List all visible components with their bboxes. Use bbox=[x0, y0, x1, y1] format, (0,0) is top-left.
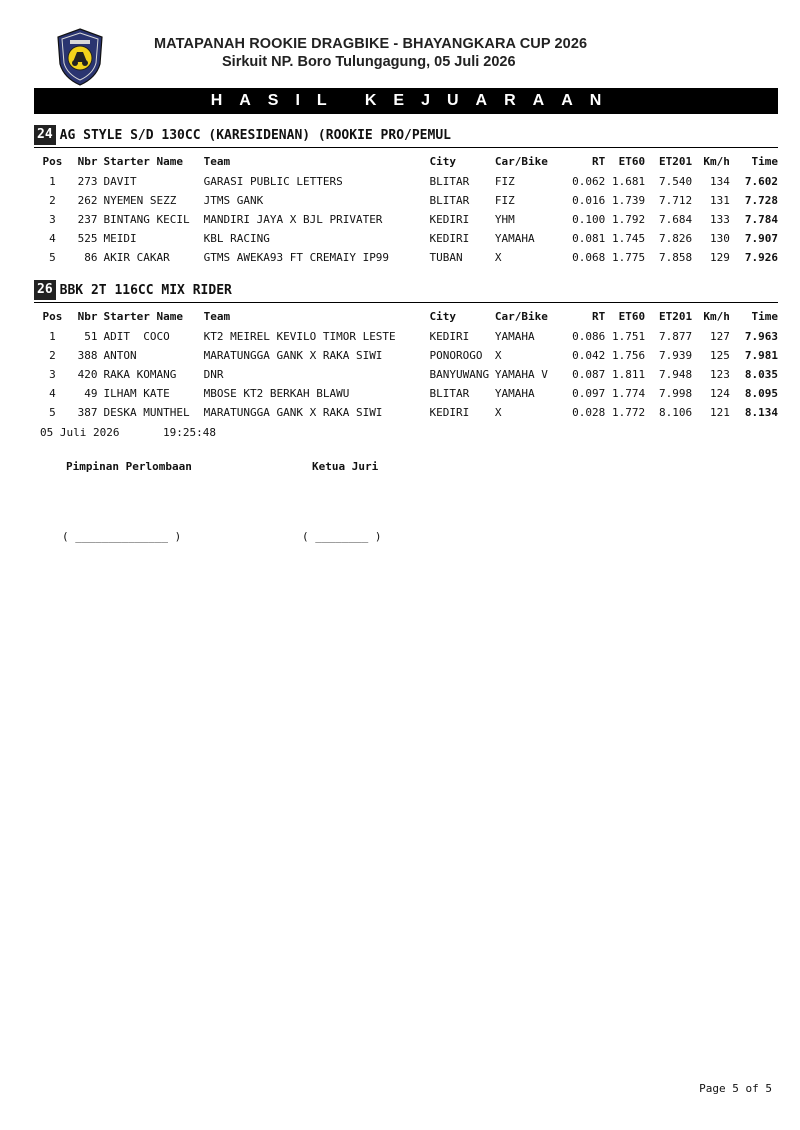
cell-nbr: 273 bbox=[77, 175, 98, 188]
cell-team: MANDIRI JAYA X BJL PRIVATER bbox=[203, 213, 383, 226]
cell-city: KEDIRI bbox=[429, 213, 470, 226]
cell-et201: 8.106 bbox=[658, 406, 693, 419]
class-number: 24 bbox=[34, 125, 56, 145]
cell-et60: 1.739 bbox=[611, 194, 646, 207]
cell-nbr: 387 bbox=[77, 406, 98, 419]
table-header-row bbox=[34, 151, 778, 172]
cell-et60: 1.745 bbox=[611, 232, 646, 245]
cell-bike: X bbox=[494, 251, 502, 264]
event-title: MATAPANAH ROOKIE DRAGBIKE - BHAYANGKARA CUP 2026 bbox=[154, 36, 588, 52]
signature-label-race-director: Pimpinan Perlombaan bbox=[66, 460, 192, 473]
cell-city: TUBAN bbox=[429, 251, 463, 264]
col-name: Starter Name bbox=[103, 155, 183, 168]
cell-rt: 0.086 bbox=[572, 330, 606, 343]
cell-city: BLITAR bbox=[429, 175, 470, 188]
cell-time: 7.907 bbox=[744, 232, 778, 245]
cell-time: 7.963 bbox=[744, 330, 778, 343]
col-name: Starter Name bbox=[103, 310, 183, 323]
cell-city: KEDIRI bbox=[429, 330, 470, 343]
signature-line-race-director: ( ______________ ) bbox=[62, 530, 182, 543]
col-et201: ET201 bbox=[658, 155, 693, 168]
cell-city: BLITAR bbox=[429, 194, 470, 207]
cell-rt: 0.081 bbox=[572, 232, 606, 245]
cell-team: JTMS GANK bbox=[203, 194, 264, 207]
cell-time: 8.035 bbox=[744, 368, 778, 381]
cell-time: 7.784 bbox=[744, 213, 778, 226]
cell-et201: 7.684 bbox=[658, 213, 693, 226]
cell-rt: 0.068 bbox=[572, 251, 606, 264]
col-pos: Pos bbox=[42, 310, 63, 323]
cell-pos: 5 bbox=[49, 406, 56, 419]
cell-team: KT2 MEIREL KEVILO TIMOR LESTE bbox=[203, 330, 396, 343]
cell-team: DNR bbox=[203, 368, 224, 381]
class-heading bbox=[34, 125, 451, 145]
print-time: 19:25:48 bbox=[163, 426, 216, 439]
col-bike: Car/Bike bbox=[494, 310, 548, 323]
cell-time: 7.728 bbox=[744, 194, 778, 207]
cell-et60: 1.792 bbox=[611, 213, 646, 226]
cell-city: KEDIRI bbox=[429, 406, 470, 419]
cell-time: 8.134 bbox=[744, 406, 778, 419]
cell-team: MBOSE KT2 BERKAH BLAWU bbox=[203, 387, 350, 400]
cell-pos: 3 bbox=[49, 368, 56, 381]
cell-pos: 3 bbox=[49, 213, 56, 226]
cell-name: BINTANG KECIL bbox=[103, 213, 190, 226]
cell-et201: 7.858 bbox=[658, 251, 693, 264]
cell-time: 7.602 bbox=[744, 175, 778, 188]
cell-bike: YAMAHA V bbox=[494, 368, 548, 381]
col-et201: ET201 bbox=[658, 310, 693, 323]
cell-city: KEDIRI bbox=[429, 232, 470, 245]
cell-nbr: 525 bbox=[77, 232, 98, 245]
cell-et201: 7.948 bbox=[658, 368, 693, 381]
cell-kmh: 134 bbox=[710, 175, 730, 188]
print-date: 05 Juli 2026 bbox=[40, 426, 120, 439]
cell-city: PONOROGO bbox=[429, 349, 483, 362]
cell-et60: 1.772 bbox=[611, 406, 646, 419]
table-row bbox=[34, 210, 778, 229]
results-table bbox=[34, 151, 778, 267]
page-number: Page 5 of 5 bbox=[699, 1082, 772, 1095]
cell-name: MEIDI bbox=[103, 232, 137, 245]
cell-kmh: 130 bbox=[710, 232, 730, 245]
table-row bbox=[34, 229, 778, 248]
cell-pos: 1 bbox=[49, 330, 56, 343]
cell-nbr: 420 bbox=[77, 368, 98, 381]
cell-team: GARASI PUBLIC LETTERS bbox=[203, 175, 343, 188]
cell-bike: YAMAHA bbox=[494, 330, 535, 343]
table-row bbox=[34, 248, 778, 267]
cell-et201: 7.540 bbox=[658, 175, 693, 188]
cell-nbr: 388 bbox=[77, 349, 98, 362]
cell-et201: 7.998 bbox=[658, 387, 693, 400]
table-row bbox=[34, 327, 778, 346]
col-kmh: Km/h bbox=[703, 310, 730, 323]
table-row bbox=[34, 191, 778, 210]
col-time: Time bbox=[751, 155, 778, 168]
cell-time: 8.095 bbox=[744, 387, 778, 400]
col-nbr: Nbr bbox=[77, 155, 98, 168]
col-et60: ET60 bbox=[618, 310, 646, 323]
cell-nbr: 49 bbox=[84, 387, 98, 400]
col-rt: RT bbox=[591, 155, 606, 168]
col-city: City bbox=[429, 155, 456, 168]
signature-line-head-judge: ( ________ ) bbox=[302, 530, 382, 543]
class-name: BBK 2T 116CC MIX RIDER bbox=[59, 282, 232, 298]
class-number: 26 bbox=[34, 280, 56, 300]
cell-kmh: 123 bbox=[710, 368, 730, 381]
cell-name: RAKA KOMANG bbox=[103, 368, 177, 381]
class-name: AG STYLE S/D 130CC (KARESIDENAN) (ROOKIE PRO/PEMUL bbox=[59, 127, 451, 143]
cell-et201: 7.826 bbox=[658, 232, 693, 245]
col-team: Team bbox=[203, 310, 231, 323]
cell-name: NYEMEN SEZZ bbox=[103, 194, 177, 207]
cell-rt: 0.042 bbox=[572, 349, 606, 362]
cell-pos: 1 bbox=[49, 175, 56, 188]
event-subtitle: Sirkuit NP. Boro Tulungagung, 05 Juli 2026 bbox=[222, 54, 516, 70]
cell-city: BANYUWANG bbox=[429, 368, 490, 381]
cell-kmh: 125 bbox=[710, 349, 730, 362]
cell-bike: YAMAHA bbox=[494, 232, 535, 245]
col-city: City bbox=[429, 310, 456, 323]
cell-bike: FIZ bbox=[494, 194, 515, 207]
cell-kmh: 129 bbox=[710, 251, 730, 264]
col-et60: ET60 bbox=[618, 155, 646, 168]
cell-name: ANTON bbox=[103, 349, 137, 362]
cell-nbr: 86 bbox=[84, 251, 98, 264]
cell-kmh: 127 bbox=[710, 330, 730, 343]
cell-et60: 1.681 bbox=[611, 175, 646, 188]
cell-bike: YAMAHA bbox=[494, 387, 535, 400]
class-heading bbox=[34, 280, 232, 300]
cell-et201: 7.712 bbox=[658, 194, 693, 207]
cell-nbr: 51 bbox=[84, 330, 98, 343]
table-header-row bbox=[34, 306, 778, 327]
cell-nbr: 262 bbox=[77, 194, 98, 207]
table-row bbox=[34, 384, 778, 403]
cell-name: ADIT COCO bbox=[103, 330, 170, 343]
cell-pos: 5 bbox=[49, 251, 56, 264]
divider bbox=[34, 302, 778, 303]
cell-rt: 0.062 bbox=[572, 175, 606, 188]
cell-nbr: 237 bbox=[77, 213, 98, 226]
cell-team: MARATUNGGA GANK X RAKA SIWI bbox=[203, 349, 383, 362]
col-rt: RT bbox=[591, 310, 606, 323]
table-row bbox=[34, 346, 778, 365]
col-nbr: Nbr bbox=[77, 310, 98, 323]
cell-name: ILHAM KATE bbox=[103, 387, 170, 400]
cell-rt: 0.028 bbox=[572, 406, 606, 419]
col-pos: Pos bbox=[42, 155, 63, 168]
cell-pos: 4 bbox=[49, 387, 56, 400]
cell-team: MARATUNGGA GANK X RAKA SIWI bbox=[203, 406, 383, 419]
cell-pos: 4 bbox=[49, 232, 56, 245]
results-table bbox=[34, 306, 778, 422]
cell-team: KBL RACING bbox=[203, 232, 270, 245]
cell-et60: 1.774 bbox=[611, 387, 646, 400]
cell-bike: X bbox=[494, 406, 502, 419]
cell-rt: 0.016 bbox=[572, 194, 606, 207]
cell-kmh: 133 bbox=[710, 213, 730, 226]
col-time: Time bbox=[751, 310, 778, 323]
cell-team: GTMS AWEKA93 FT CREMAIY IP99 bbox=[203, 251, 390, 264]
cell-name: DESKA MUNTHEL bbox=[103, 406, 190, 419]
cell-name: AKIR CAKAR bbox=[103, 251, 170, 264]
col-kmh: Km/h bbox=[703, 155, 730, 168]
cell-pos: 2 bbox=[49, 349, 56, 362]
cell-kmh: 121 bbox=[710, 406, 730, 419]
cell-rt: 0.097 bbox=[572, 387, 606, 400]
cell-bike: FIZ bbox=[494, 175, 515, 188]
cell-city: BLITAR bbox=[429, 387, 470, 400]
cell-time: 7.981 bbox=[744, 349, 778, 362]
cell-kmh: 124 bbox=[710, 387, 730, 400]
cell-et60: 1.751 bbox=[611, 330, 646, 343]
table-row bbox=[34, 365, 778, 384]
shield-emblem-icon bbox=[56, 28, 104, 86]
cell-et201: 7.877 bbox=[658, 330, 693, 343]
cell-bike: X bbox=[494, 349, 502, 362]
cell-et60: 1.811 bbox=[611, 368, 646, 381]
results-banner: HASIL KEJUARAAN bbox=[34, 88, 778, 114]
cell-et201: 7.939 bbox=[658, 349, 693, 362]
divider bbox=[34, 147, 778, 148]
table-row bbox=[34, 403, 778, 422]
table-row bbox=[34, 172, 778, 191]
col-team: Team bbox=[203, 155, 231, 168]
cell-rt: 0.100 bbox=[572, 213, 606, 226]
cell-bike: YHM bbox=[494, 213, 515, 226]
signature-label-head-judge: Ketua Juri bbox=[312, 460, 379, 473]
cell-rt: 0.087 bbox=[572, 368, 606, 381]
cell-pos: 2 bbox=[49, 194, 56, 207]
cell-et60: 1.756 bbox=[611, 349, 646, 362]
cell-kmh: 131 bbox=[710, 194, 730, 207]
cell-name: DAVIT bbox=[103, 175, 137, 188]
col-bike: Car/Bike bbox=[494, 155, 548, 168]
cell-et60: 1.775 bbox=[611, 251, 646, 264]
cell-time: 7.926 bbox=[744, 251, 778, 264]
